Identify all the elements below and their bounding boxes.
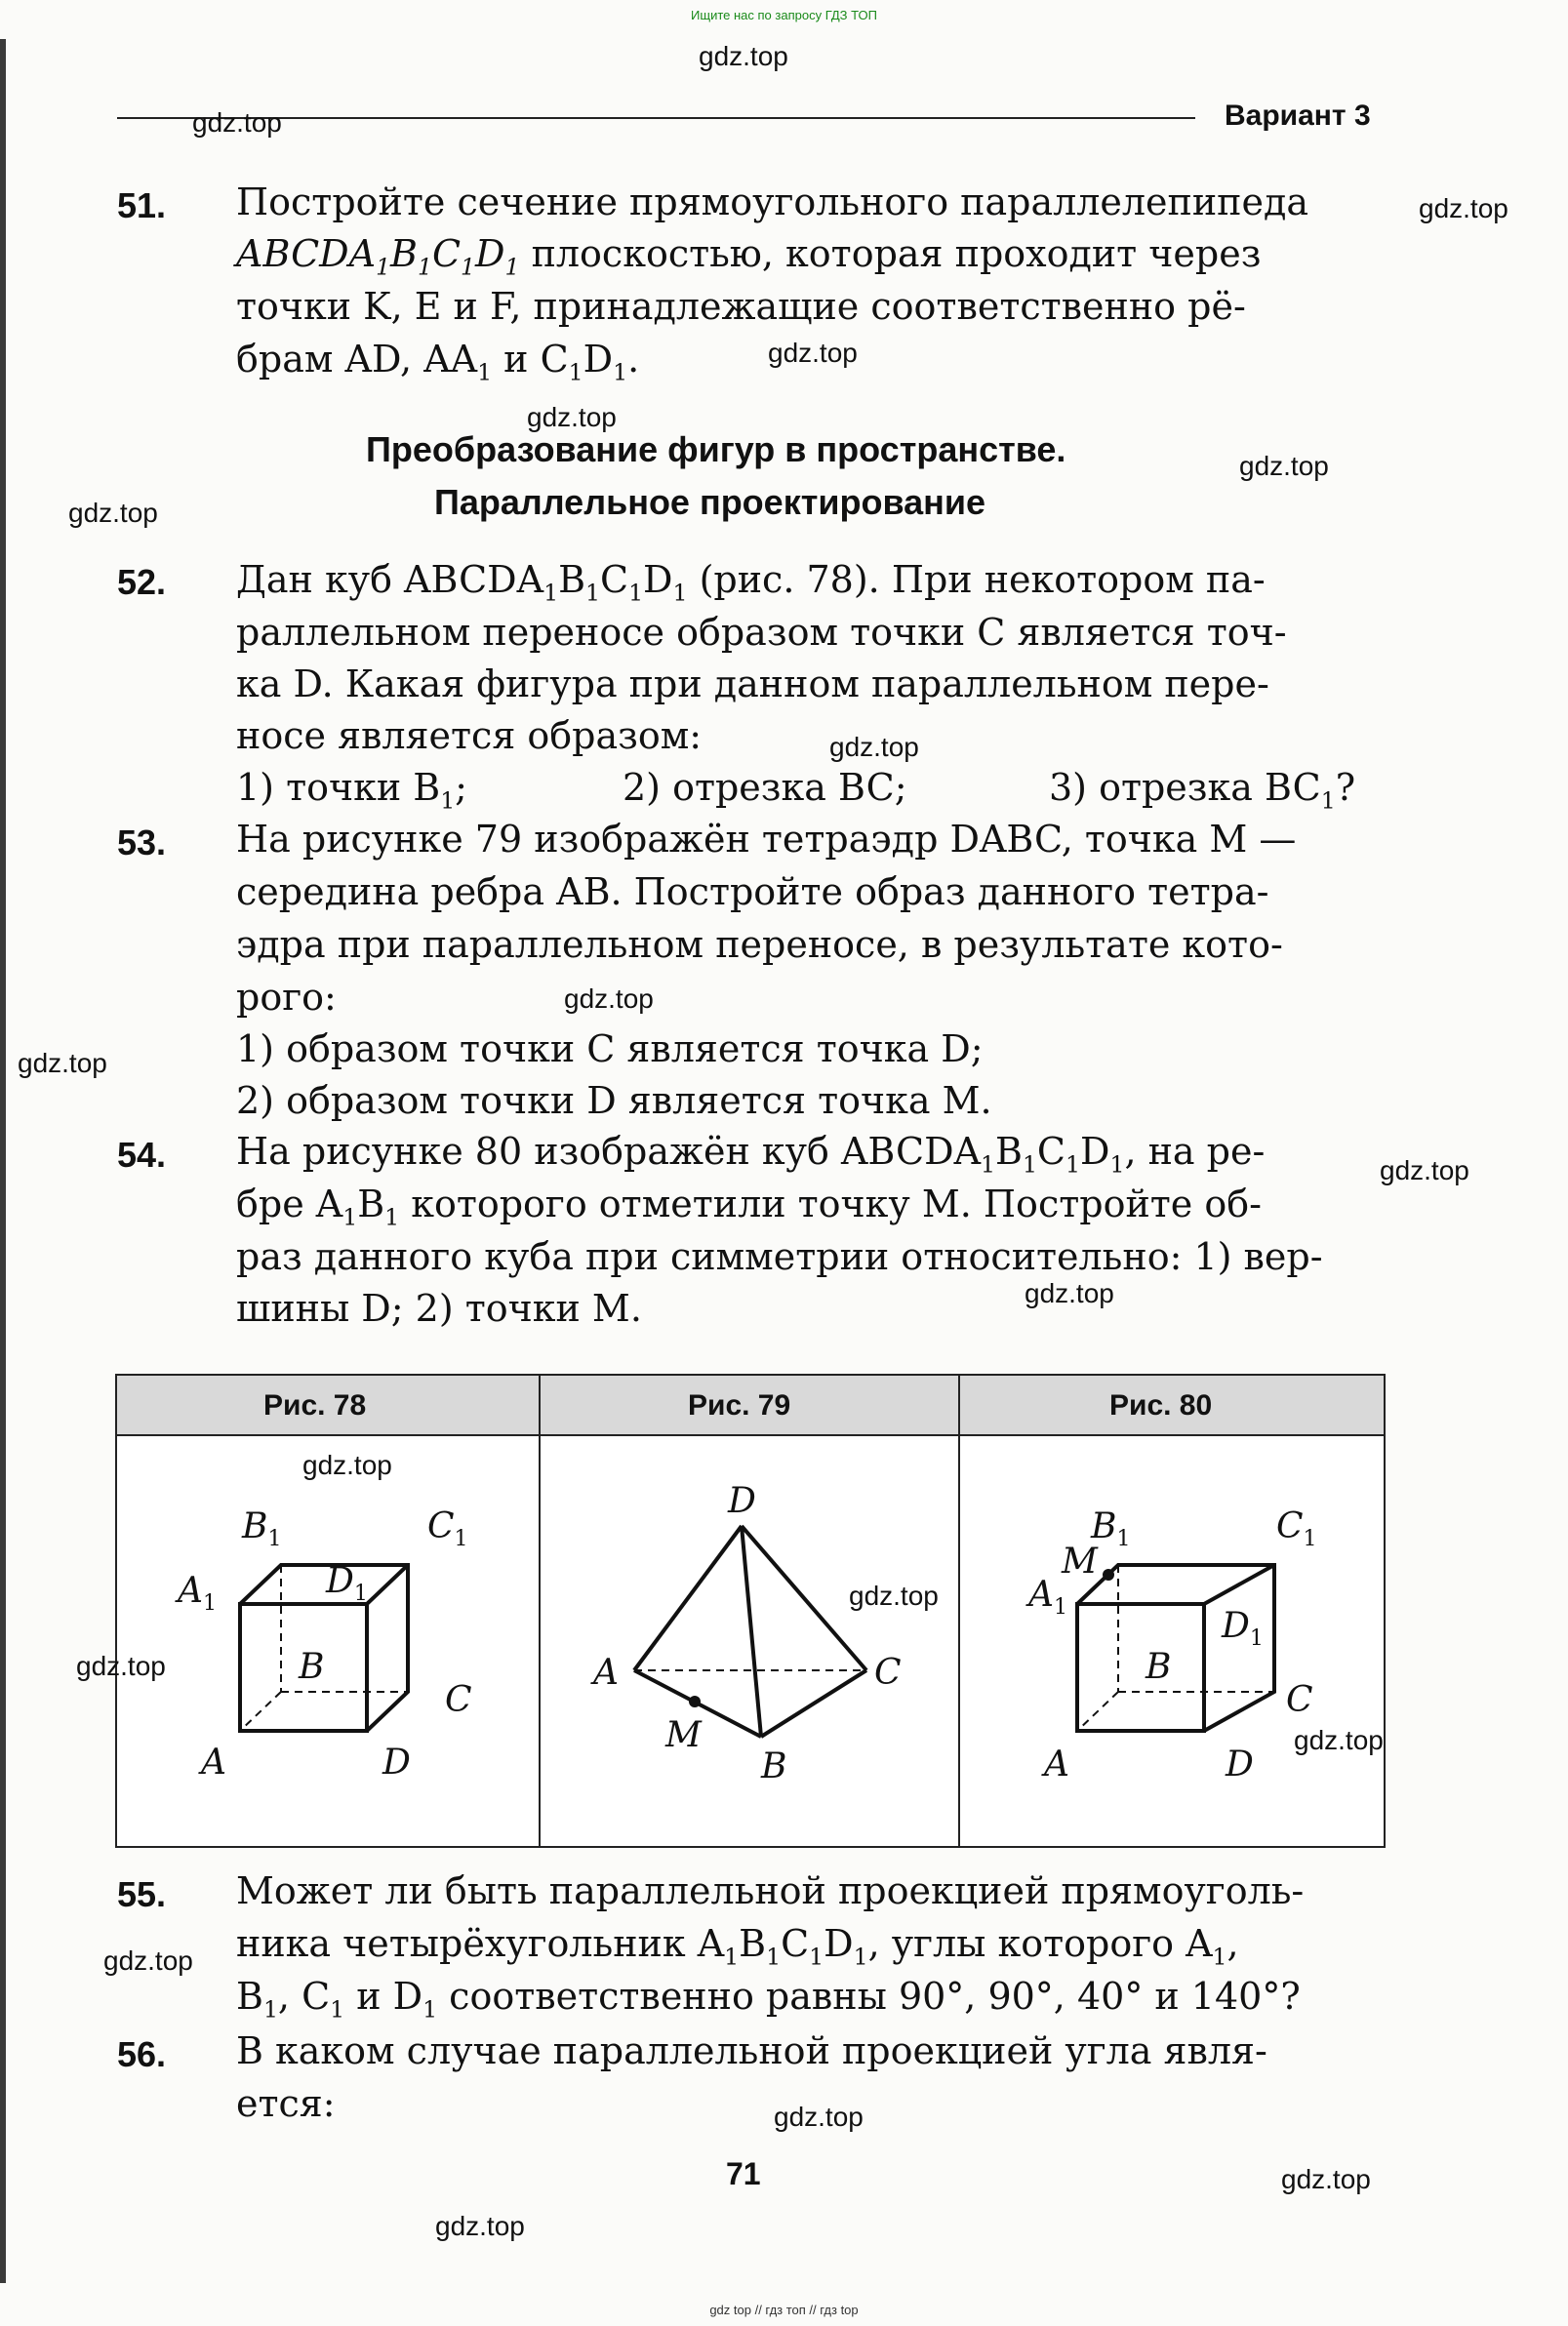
fig80-label-M: M <box>1062 1542 1098 1582</box>
problem-56-line2: ется: <box>236 2082 336 2125</box>
figure-79-caption: Рис. 79 <box>688 1389 791 1422</box>
figure-79-tetrahedron <box>634 1526 866 1737</box>
watermark: gdz.top <box>103 1945 193 1976</box>
problem-51-line1: Постройте сечение прямоугольного параллелепипеда <box>236 180 1309 223</box>
fig78-label-B1: $B_1$ <box>242 1506 282 1551</box>
problem-54-number: 54. <box>117 1135 167 1175</box>
problem-53-number: 53. <box>117 822 167 862</box>
fig78-label-C1: $C_1$ <box>427 1506 468 1551</box>
problem-54-line2: бре $A_1B_1$ которого отметили точку M. Постройте об- <box>236 1183 1262 1231</box>
watermark: gdz.top <box>435 2211 525 2241</box>
watermark: gdz.top <box>1380 1155 1469 1185</box>
problem-52-line4: носе является образом: <box>236 714 703 757</box>
problem-53-line5: 1) образом точки C является точка D; <box>236 1027 984 1070</box>
problem-51-number: 51. <box>117 185 167 225</box>
watermark: gdz.top <box>1294 1725 1384 1755</box>
problem-51-line4: брам AD, $AA_1$ и $C_1D_1$. <box>236 338 640 386</box>
problem-52-option2: 2) отрезка BC; <box>623 766 907 809</box>
watermark: gdz.top <box>829 732 919 762</box>
page-number: 71 <box>726 2156 761 2191</box>
fig78-label-D1: $D_1$ <box>326 1561 368 1606</box>
problem-52-line2: раллельном переносе образом точки C является точ- <box>236 611 1287 654</box>
fig78-label-C: C <box>445 1680 472 1720</box>
section-heading-line1: Преобразование фигур в пространстве. <box>366 429 1066 469</box>
fig80-point-M <box>1103 1569 1114 1581</box>
problem-54-line3: раз данного куба при симметрии относительно: 1) вер- <box>236 1235 1323 1278</box>
fig78-label-A: A <box>201 1743 226 1783</box>
fig80-label-B1: $B_1$ <box>1091 1506 1131 1551</box>
problem-53-line3: эдра при параллельном переносе, в результате кото- <box>236 923 1283 966</box>
problem-53-line6: 2) образом точки D является точка M. <box>236 1079 992 1122</box>
fig80-label-D1: $D_1$ <box>1222 1606 1264 1651</box>
fig79-label-A: A <box>593 1653 619 1693</box>
watermark: gdz.top <box>76 1651 166 1681</box>
watermark: gdz.top <box>68 498 158 528</box>
bottom-note: gdz top // гдз топ // гдз top <box>709 2303 859 2317</box>
problem-52-line3: ка D. Какая фигура при данном параллельном пере- <box>236 662 1269 705</box>
watermark: gdz.top <box>1239 451 1329 481</box>
watermark: gdz.top <box>768 338 858 368</box>
figure-80-cube <box>1077 1565 1274 1731</box>
figures-drawing <box>117 1376 1384 1846</box>
fig80-label-C1: $C_1$ <box>1276 1506 1317 1551</box>
fig79-label-D: D <box>728 1481 756 1521</box>
problem-55-line1: Может ли быть параллельной проекцией прямоуголь- <box>236 1869 1305 1912</box>
figure-78-caption: Рис. 78 <box>263 1389 367 1422</box>
fig78-label-A1: $A_1$ <box>178 1571 217 1616</box>
fig80-label-A1: $A_1$ <box>1028 1575 1067 1620</box>
variant-label: Вариант 3 <box>1225 100 1371 132</box>
fig79-label-C: C <box>874 1653 902 1693</box>
figure-80-caption: Рис. 80 <box>1109 1389 1213 1422</box>
problem-53-line4: рого: <box>236 976 337 1019</box>
top-note: Ищите нас по запросу ГДЗ ТОП <box>691 8 877 22</box>
watermark: gdz.top <box>527 402 617 432</box>
fig80-label-A: A <box>1044 1744 1069 1785</box>
problem-52-option3: 3) отрезка $BC_1$? <box>1049 766 1356 815</box>
fig80-label-D: D <box>1226 1744 1254 1785</box>
problem-52-option1: 1) точки $B_1$; <box>236 766 467 815</box>
watermark: gdz.top <box>774 2102 864 2132</box>
problem-55-line2: ника четырёхугольник $A_1B_1C_1D_1$, углы которого $A_1$, <box>236 1922 1239 1971</box>
problem-53-line2: середина ребра AB. Постройте образ данного тетра- <box>236 870 1269 913</box>
fig79-label-M: M <box>665 1715 702 1755</box>
problem-52-line1: Дан куб $ABCDA_1B_1C_1D_1$ (рис. 78). При некотором па- <box>236 558 1266 607</box>
problem-51-line2: $ABCDA_1B_1C_1D_1$ плоскостью, которая проходит через <box>236 232 1262 281</box>
problem-56-number: 56. <box>117 2034 167 2074</box>
watermark: gdz.top <box>849 1581 939 1611</box>
problem-53-line1: На рисунке 79 изображён тетраэдр DABC, точка M — <box>236 818 1297 861</box>
watermark: gdz.top <box>18 1048 107 1078</box>
problem-56-line1: В каком случае параллельной проекцией угла явля- <box>236 2029 1267 2072</box>
fig78-label-D: D <box>382 1743 411 1783</box>
fig80-label-C: C <box>1286 1680 1313 1720</box>
problem-55-number: 55. <box>117 1874 167 1914</box>
fig78-label-B: B <box>299 1647 325 1687</box>
watermark: gdz.top <box>699 41 788 71</box>
watermark: gdz.top <box>302 1450 392 1480</box>
problem-54-line4: шины D; 2) точки M. <box>236 1287 642 1330</box>
fig79-label-B: B <box>761 1746 787 1786</box>
fig79-point-M <box>689 1696 701 1707</box>
problem-54-line1: На рисунке 80 изображён куб $ABCDA_1B_1C_1D_1$, на ре- <box>236 1130 1266 1179</box>
watermark: gdz.top <box>192 107 282 138</box>
problem-55-line3: $B_1$, $C_1$ и $D_1$ соответственно равны 90°, 90°, 40° и 140°? <box>236 1975 1301 2024</box>
watermark: gdz.top <box>1281 2164 1371 2194</box>
watermark: gdz.top <box>564 983 654 1014</box>
fig80-label-B: B <box>1146 1647 1172 1687</box>
page-edge-shadow <box>0 39 6 2283</box>
problem-51-line3: точки K, E и F, принадлежащие соответственно рё- <box>236 285 1246 328</box>
watermark: gdz.top <box>1025 1278 1114 1308</box>
section-heading-line2: Параллельное проектирование <box>434 482 986 522</box>
watermark: gdz.top <box>1419 193 1508 223</box>
problem-52-number: 52. <box>117 562 167 602</box>
figures-panel <box>115 1374 1386 1848</box>
